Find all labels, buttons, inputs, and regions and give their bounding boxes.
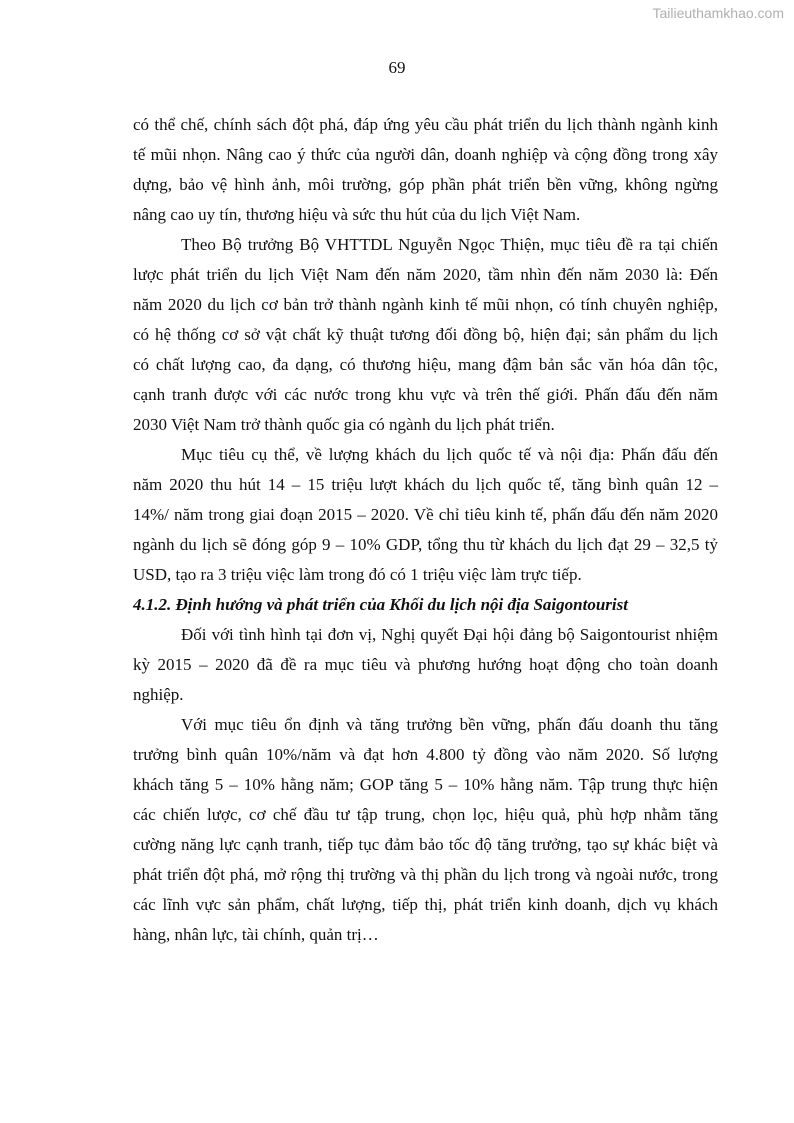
text-line: khách tăng 5 – 10% hằng năm; GOP tăng 5 – 10% hằng năm. Tập trung thực hiện (133, 775, 718, 794)
page-number: 69 (388, 58, 406, 77)
text-line: cạnh tranh được với các nước trong khu vực và trên thế giới. Phấn đấu đến năm (133, 385, 718, 404)
paragraph (133, 710, 718, 950)
text-line: cường năng lực cạnh tranh, tiếp tục đảm bảo tốc độ tăng trưởng, tạo sự khác biệt và (133, 835, 718, 854)
text-line: dựng, bảo vệ hình ảnh, môi trường, góp phần phát triển bền vững, không ngừng (133, 175, 718, 194)
section-heading: 4.1.2. Định hướng và phát triển của Khối du lịch nội địa Saigontourist (133, 595, 628, 614)
text-line: 14%/ năm trong giai đoạn 2015 – 2020. Về chỉ tiêu kinh tế, phấn đấu đến năm 2020 (133, 505, 718, 524)
text-line: lược phát triển du lịch Việt Nam đến năm 2020, tầm nhìn đến năm 2030 là: Đến (133, 265, 718, 284)
paragraph (133, 440, 718, 590)
paragraph (133, 230, 718, 440)
text-line: có thể chế, chính sách đột phá, đáp ứng yêu cầu phát triển du lịch thành ngành kinh (133, 115, 718, 134)
text-line: kỳ 2015 – 2020 đã đề ra mục tiêu và phương hướng hoạt động cho toàn doanh (133, 655, 718, 674)
text-line: nghiệp. (133, 685, 184, 704)
paragraph (133, 620, 718, 710)
text-line: Theo Bộ trưởng Bộ VHTTDL Nguyễn Ngọc Thiện, mục tiêu đề ra tại chiến (181, 235, 718, 254)
text-line: có hệ thống cơ sở vật chất kỹ thuật tương đối đồng bộ, hiện đại; sản phẩm du lịch (133, 325, 718, 344)
text-line: nâng cao uy tín, thương hiệu và sức thu hút của du lịch Việt Nam. (133, 205, 581, 224)
text-line: các chiến lược, cơ chế đầu tư tập trung, chọn lọc, hiệu quả, phù hợp nhằm tăng (133, 805, 718, 824)
text-line: tế mũi nhọn. Nâng cao ý thức của người dân, doanh nghiệp và cộng đồng trong xây (133, 145, 718, 164)
text-line: có chất lượng cao, đa dạng, có thương hiệu, mang đậm bản sắc văn hóa dân tộc, (133, 355, 718, 374)
text-line: năm 2020 thu hút 14 – 15 triệu lượt khách du lịch quốc tế, tăng bình quân 12 – (133, 475, 718, 494)
text-line: hàng, nhân lực, tài chính, quản trị… (133, 925, 379, 944)
watermark: Tailieuthamkhao.com (652, 5, 784, 21)
text-line: Mục tiêu cụ thể, về lượng khách du lịch quốc tế và nội địa: Phấn đấu đến (181, 445, 718, 464)
text-line: ngành du lịch sẽ đóng góp 9 – 10% GDP, tổng thu từ khách du lịch đạt 29 – 32,5 tỷ (133, 535, 718, 554)
text-line: Với mục tiêu ổn định và tăng trưởng bền vững, phấn đấu doanh thu tăng (181, 715, 718, 734)
paragraph (133, 110, 718, 230)
text-line: các lĩnh vực sản phẩm, chất lượng, tiếp thị, phát triển kinh doanh, dịch vụ khách (133, 895, 718, 914)
text-line: phát triển đột phá, mở rộng thị trường và thị phần du lịch trong và ngoài nước, trong (133, 865, 718, 884)
text-line: Đối với tình hình tại đơn vị, Nghị quyết Đại hội đảng bộ Saigontourist nhiệm (181, 625, 718, 644)
document-body (133, 110, 718, 950)
text-line: 2030 Việt Nam trở thành quốc gia có ngành du lịch phát triển. (133, 415, 555, 434)
text-line: trưởng bình quân 10%/năm và đạt hơn 4.800 tỷ đồng vào năm 2020. Số lượng (133, 745, 718, 764)
text-line: năm 2020 du lịch cơ bản trở thành ngành kinh tế mũi nhọn, có tính chuyên nghiệp, (133, 295, 718, 314)
text-line: USD, tạo ra 3 triệu việc làm trong đó có 1 triệu việc làm trực tiếp. (133, 565, 582, 584)
